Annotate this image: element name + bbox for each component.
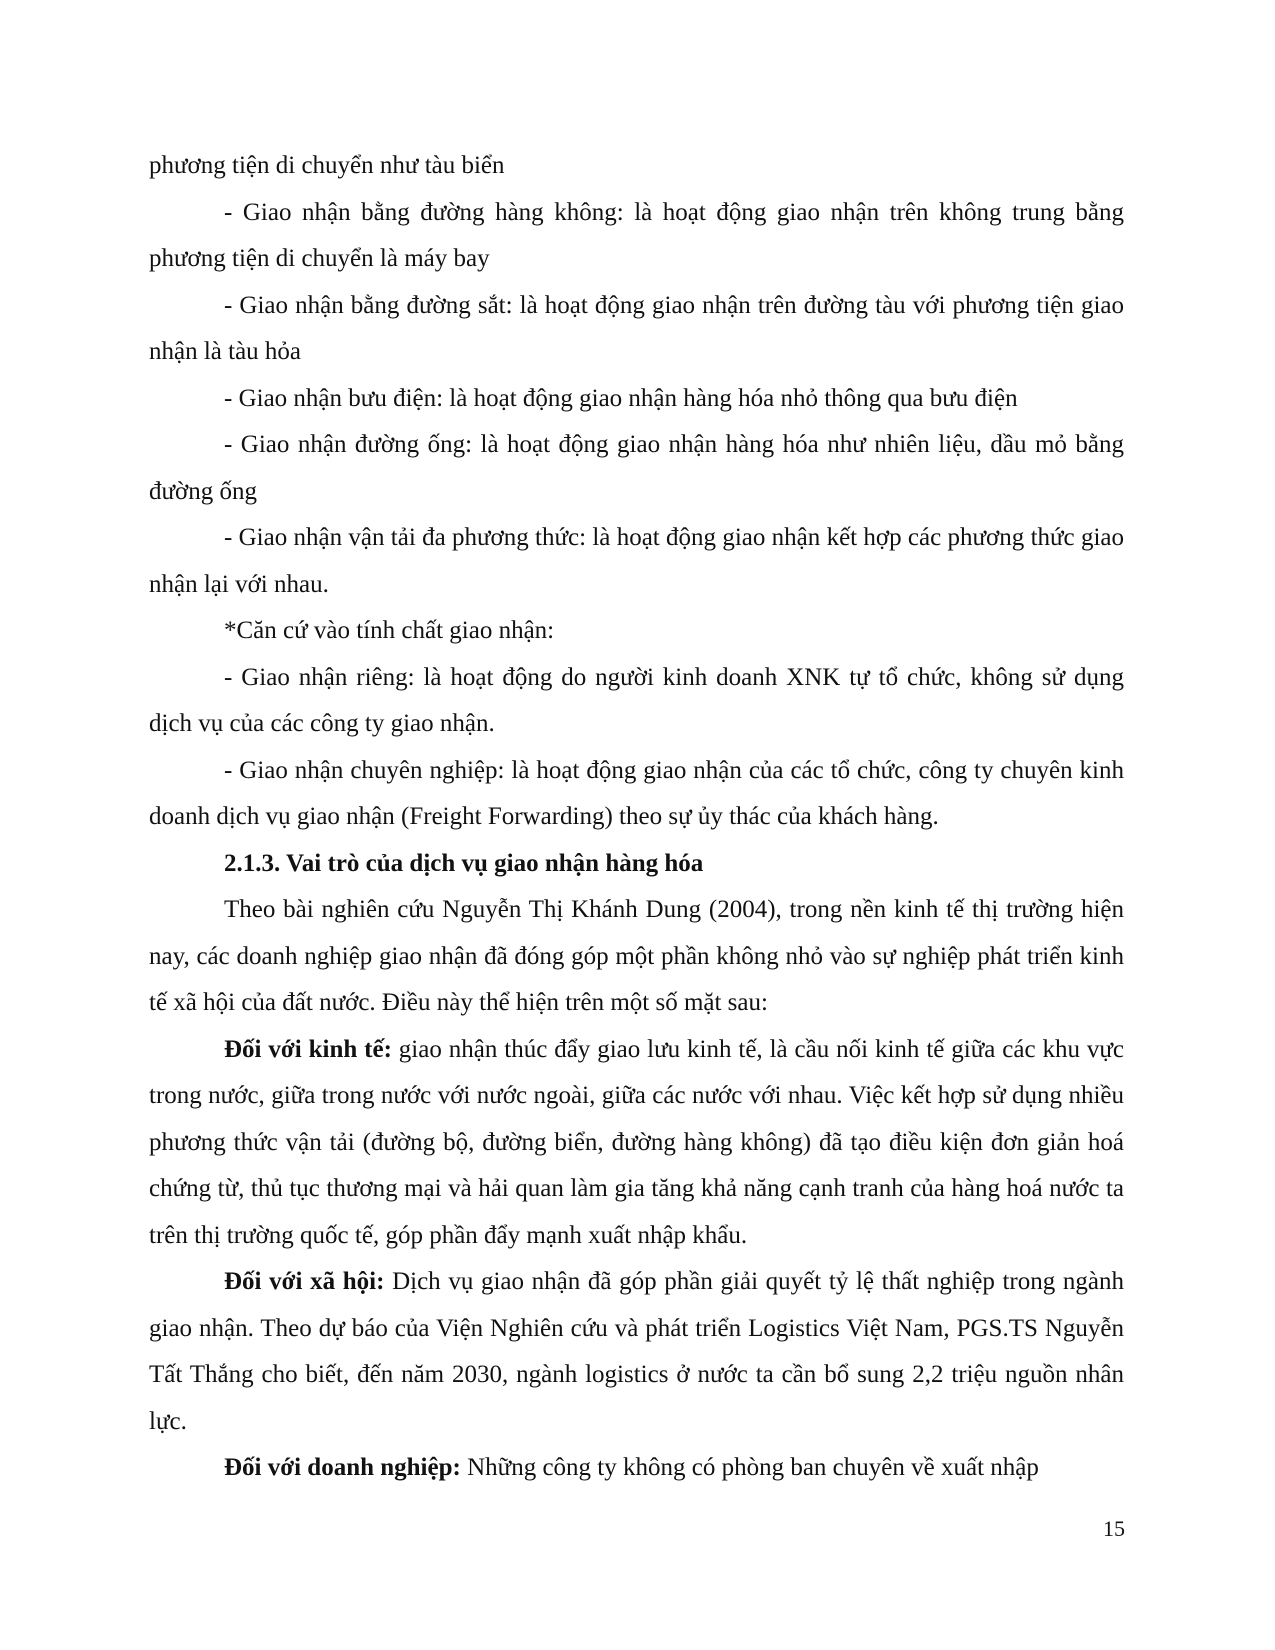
paragraph-continuation: phương tiện di chuyển như tàu biển bbox=[149, 152, 505, 179]
paragraph-air-freight: - Giao nhận bằng đường hàng không: là hoạt động giao nhận trên không trung bằng phương tiện di chuyển là máy bay bbox=[149, 198, 1124, 272]
paragraph-multimodal-freight: - Giao nhận vận tải đa phương thức: là hoạt động giao nhận kết hợp các phương thức giao nhận lại với nhau. bbox=[149, 524, 1124, 598]
paragraph-rail-freight: - Giao nhận bằng đường sắt: là hoạt động giao nhận trên đường tàu với phương tiện giao nhận là tàu hỏa bbox=[149, 291, 1124, 365]
page-number: 15 bbox=[1103, 1516, 1125, 1541]
paragraph-society bbox=[149, 1259, 1124, 1445]
paragraph-economy-text: giao nhận thúc đẩy giao lưu kinh tế, là cầu nối kinh tế giữa các khu vực trong nước, giữa trong nước với nước ngoài, giữa các nước với nhau. Việc kết hợp sử dụng nhiều phương thức vận tải (đường bộ, đường biển, đường hàng không) đã tạo điều kiện đơn giản hoá chứng từ, thủ tục thương mại và hải quan làm gia tăng khả năng cạnh tranh của hàng hoá nước ta trên thị trường quốc tế, góp phần đẩy mạnh xuất nhập khẩu. bbox=[149, 1035, 1124, 1249]
paragraph-economy-lead: Đối với kinh tế: bbox=[224, 1035, 392, 1063]
paragraph-enterprise bbox=[149, 1445, 1124, 1492]
paragraph-classification-label: *Căn cứ vào tính chất giao nhận: bbox=[224, 617, 555, 644]
paragraph-private-freight: - Giao nhận riêng: là hoạt động do người kinh doanh XNK tự tổ chức, không sử dụng dịch vụ của các công ty giao nhận. bbox=[149, 663, 1124, 737]
section-heading: 2.1.3. Vai trò của dịch vụ giao nhận hàng hóa bbox=[224, 849, 704, 877]
paragraph-postal-freight: - Giao nhận bưu điện: là hoạt động giao nhận hàng hóa nhỏ thông qua bưu điện bbox=[224, 384, 1018, 412]
paragraph-enterprise-text: Những công ty không có phòng ban chuyên về xuất nhập bbox=[460, 1454, 1039, 1481]
paragraph-enterprise-lead: Đối với doanh nghiệp: bbox=[224, 1454, 461, 1481]
paragraph-society-text: Dịch vụ giao nhận đã góp phần giải quyết tỷ lệ thất nghiệp trong ngành giao nhận. Theo dự báo của Viện Nghiên cứu và phát triển Logistics Việt Nam, PGS.TS Nguyễn Tất Thắng cho biết, đến năm 2030, ngành logistics ở nước ta cần bổ sung 2,2 triệu nguồn nhân lực. bbox=[149, 1268, 1125, 1435]
paragraph-economy bbox=[149, 1027, 1124, 1260]
paragraph-professional-freight: - Giao nhận chuyên nghiệp: là hoạt động giao nhận của các tổ chức, công ty chuyên kinh doanh dịch vụ giao nhận (Freight Forwarding) theo sự ủy thác của khách hàng. bbox=[149, 756, 1124, 830]
page-body bbox=[149, 143, 1124, 1492]
paragraph-society-lead: Đối với xã hội: bbox=[224, 1268, 385, 1295]
paragraph-intro: Theo bài nghiên cứu Nguyễn Thị Khánh Dung (2004), trong nền kinh tế thị trường hiện nay, các doanh nghiệp giao nhận đã đóng góp một phần không nhỏ vào sự nghiệp phát triển kinh tế xã hội của đất nước. Điều này thể hiện trên một số mặt sau: bbox=[149, 896, 1124, 1016]
paragraph-pipeline-freight: - Giao nhận đường ống: là hoạt động giao nhận hàng hóa như nhiên liệu, dầu mỏ bằng đường ống bbox=[149, 431, 1124, 505]
